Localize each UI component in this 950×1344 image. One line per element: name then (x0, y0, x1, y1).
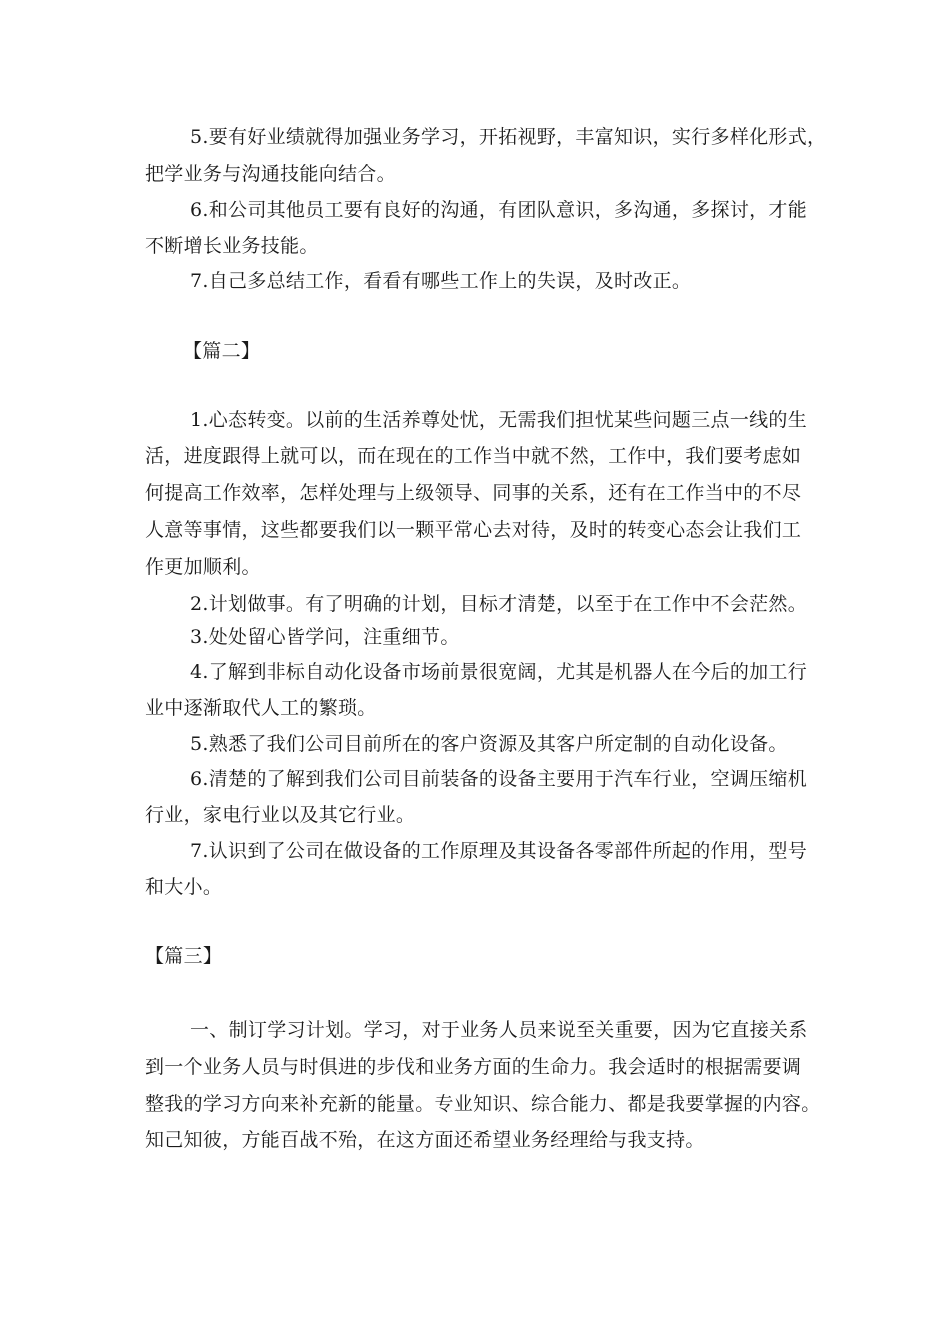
s1-item5-line2: 把学业务与沟通技能向结合。 (145, 163, 396, 185)
s2-item7-line2: 和大小。 (145, 876, 223, 898)
s2-item1-line5: 作更加顺利。 (145, 556, 261, 578)
s2-item1-line1: 1.心态转变。以前的生活养尊处忧，无需我们担忧某些问题三点一线的生 (190, 409, 808, 431)
s2-item3-line1: 3.处处留心皆学问，注重细节。 (190, 626, 460, 648)
s2-item4-line1: 4.了解到非标自动化设备市场前景很宽阔，尤其是机器人在今后的加工行 (190, 661, 808, 683)
s2-item6-line2: 行业，家电行业以及其它行业。 (145, 804, 416, 826)
s3-para1-line2: 到一个业务人员与时俱进的步伐和业务方面的生命力。我会适时的根据需要调 (145, 1056, 802, 1078)
section2-heading: 【篇二】 (183, 340, 261, 362)
s1-item6-line1: 6.和公司其他员工要有良好的沟通，有团队意识，多沟通，多探讨，才能 (190, 199, 808, 221)
s2-item5-line1: 5.熟悉了我们公司目前所在的客户资源及其客户所定制的自动化设备。 (190, 733, 788, 755)
s2-item7-line1: 7.认识到了公司在做设备的工作原理及其设备各零部件所起的作用，型号 (190, 840, 808, 862)
s2-item4-line2: 业中逐渐取代人工的繁琐。 (145, 697, 377, 719)
s2-item6-line1: 6.清楚的了解到我们公司目前装备的设备主要用于汽车行业，空调压缩机 (190, 768, 808, 790)
s2-item1-line2: 活，进度跟得上就可以，而在现在的工作当中就不然，工作中，我们要考虑如 (145, 445, 802, 467)
s2-item1-line4: 人意等事情，这些都要我们以一颗平常心去对待，及时的转变心态会让我们工 (145, 519, 802, 541)
s1-item7-line1: 7.自己多总结工作，看看有哪些工作上的失误，及时改正。 (190, 270, 692, 292)
s1-item6-line2: 不断增长业务技能。 (145, 235, 319, 257)
s2-item2-line1: 2.计划做事。有了明确的计划，目标才清楚，以至于在工作中不会茫然。 (190, 593, 808, 615)
s3-para1-line4: 知己知彼，方能百战不殆，在这方面还希望业务经理给与我支持。 (145, 1129, 705, 1151)
s3-para1-line3: 整我的学习方向来补充新的能量。专业知识、综合能力、都是我要掌握的内容。 (145, 1093, 821, 1115)
s2-item1-line3: 何提高工作效率，怎样处理与上级领导、同事的关系，还有在工作当中的不尽 (145, 482, 802, 504)
s1-item5-line1: 5.要有好业绩就得加强业务学习，开拓视野，丰富知识，实行多样化形式， (190, 126, 827, 148)
section3-heading: 【篇三】 (145, 945, 223, 967)
s3-para1-line1: 一、制订学习计划。学习，对于业务人员来说至关重要，因为它直接关系 (190, 1019, 808, 1041)
